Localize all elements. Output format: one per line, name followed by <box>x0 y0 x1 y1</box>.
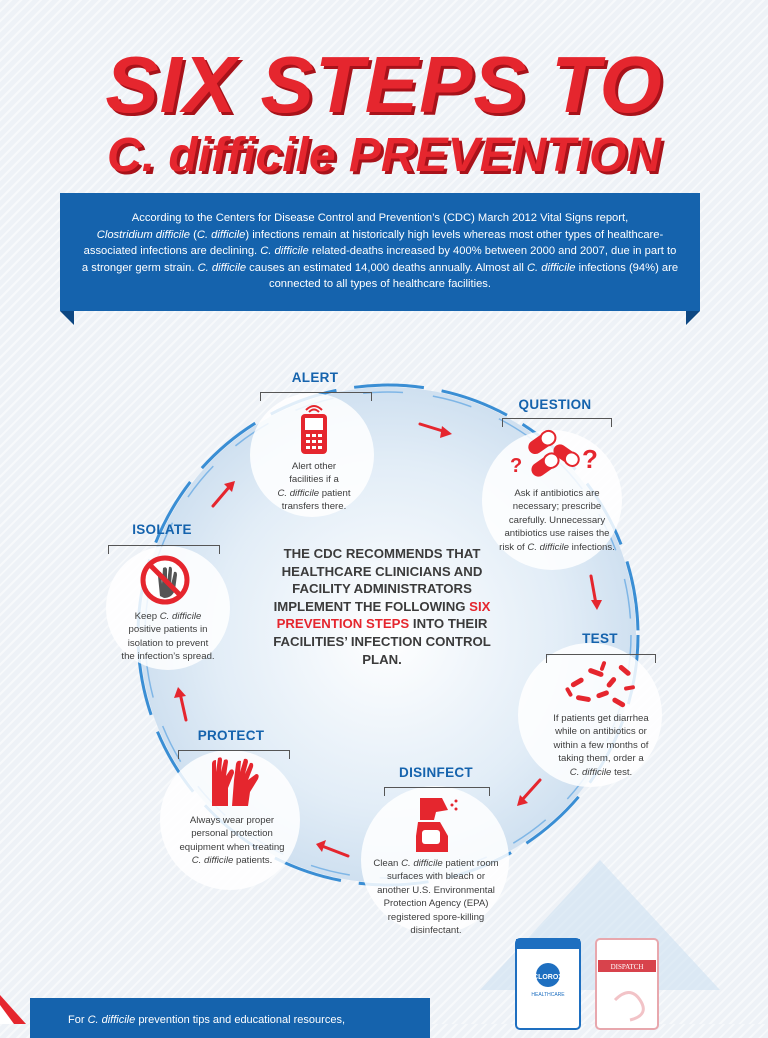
desc-text: personal protection <box>191 828 273 840</box>
intro-text: causes an estimated 14,000 deaths annually. Almost all <box>249 261 524 274</box>
svg-text:?: ? <box>510 455 523 477</box>
desc-text: antibiotics use raises the <box>504 528 610 540</box>
desc-text: disinfectant. <box>410 925 462 937</box>
desc-text: carefully. Unnecessary <box>508 514 606 526</box>
step-label-test: TEST <box>582 631 618 646</box>
step-desc-alert <box>250 460 378 514</box>
desc-text: transfers there. <box>281 501 347 513</box>
step-label-isolate: ISOLATE <box>132 522 192 537</box>
desc-text: If patients get diarrhea <box>553 713 649 724</box>
footer-banner <box>30 998 430 1038</box>
bracket-test <box>546 654 656 663</box>
step-label-disinfect: DISINFECT <box>399 765 473 780</box>
title-prevention: PREVENTION <box>348 129 661 182</box>
desc-text: Ask if antibiotics are <box>514 488 600 499</box>
intro-italic: C. difficile <box>526 261 576 274</box>
desc-text: within a few months of <box>553 739 649 751</box>
bracket-isolate <box>108 545 220 554</box>
product-brand-left: CLOROX <box>533 974 563 981</box>
intro-banner <box>60 193 700 311</box>
footer-text: prevention tips and educational resources, <box>138 1014 345 1026</box>
desc-italic: C. difficile <box>159 611 202 622</box>
step-desc-question <box>484 487 630 554</box>
desc-italic: C. difficile <box>527 541 569 553</box>
step-desc-isolate <box>100 610 236 664</box>
desc-text: necessary; prescribe <box>512 501 602 513</box>
bracket-alert <box>260 392 372 401</box>
desc-text: patient <box>321 487 351 499</box>
step-desc-disinfect <box>358 857 514 937</box>
intro-italic: Clostridium difficile <box>96 228 191 241</box>
center-message <box>262 545 502 668</box>
desc-text: risk of <box>499 541 525 553</box>
desc-text: infections. <box>571 541 615 553</box>
desc-text: Protection Agency (EPA) <box>383 898 489 910</box>
intro-text: ) infections remain at historically high levels whereas most other types of healthcare-associated infections are declining. <box>83 228 664 258</box>
desc-text: another U.S. Environmental <box>377 884 495 896</box>
desc-text: equipment when treating <box>179 841 285 853</box>
intro-italic: C. difficile <box>260 245 309 258</box>
bracket-question <box>502 418 612 427</box>
intro-text: related-deaths increased by 400% between 2000 and 2007, due in part to a stronger germ strain. <box>81 245 677 274</box>
footer-italic: C. difficile <box>87 1014 136 1026</box>
product-packages <box>480 860 720 1029</box>
intro-text: infections (94%) are connected to all types of healthcare facilities. <box>268 261 679 291</box>
desc-text: taking them, order a <box>558 753 644 765</box>
desc-text: Keep <box>134 611 158 622</box>
product-brand-right: DISPATCH <box>610 963 644 971</box>
desc-text: registered spore-killing <box>387 911 485 923</box>
step-label-protect: PROTECT <box>197 728 265 743</box>
desc-text: the infection’s spread. <box>121 651 215 663</box>
desc-text: Alert other <box>291 461 337 472</box>
bracket-disinfect <box>384 787 490 796</box>
center-highlight: SIX PREVENTION STEPS <box>276 598 491 632</box>
desc-text: positive patients in <box>128 624 208 636</box>
title-line-1: SIX STEPS TO <box>105 40 663 129</box>
center-text-a: THE CDC RECOMMENDS THAT HEALTHCARE CLINICIANS AND FACILITY ADMINISTRATORS IMPLEMENT THE FOLLOWING <box>273 546 483 614</box>
desc-italic: C. difficile <box>191 855 234 867</box>
footer-text: For <box>68 1014 85 1026</box>
step-desc-test <box>526 712 676 779</box>
intro-italic: C. difficile <box>197 261 247 274</box>
step-label-question: QUESTION <box>518 397 592 412</box>
step-label-alert: ALERT <box>291 370 339 385</box>
title-species: C. difficile <box>107 129 336 182</box>
desc-italic: C. difficile <box>277 487 320 499</box>
desc-text: while on antibiotics or <box>555 726 647 738</box>
svg-text:?: ? <box>582 444 598 474</box>
intro-italic: C. difficile <box>196 228 246 241</box>
desc-text: Always wear proper <box>189 815 275 826</box>
desc-italic: C. difficile <box>569 766 612 778</box>
intro-text: According to the Centers for Disease Control and Prevention’s (CDC) March 2012 Vital Signs report, <box>131 212 629 224</box>
title-line-2 <box>0 128 768 184</box>
step-desc-protect <box>160 814 304 868</box>
product-sub-left: HEALTHCARE <box>531 992 565 998</box>
desc-text: surfaces with bleach or <box>386 871 486 883</box>
intro-text: ( <box>193 228 197 241</box>
desc-text: patient room <box>445 858 499 869</box>
desc-text: patients. <box>235 855 273 867</box>
desc-text: facilities if a <box>289 474 339 486</box>
desc-text: isolation to prevent <box>127 637 209 649</box>
bracket-protect <box>178 750 290 759</box>
desc-text: test. <box>614 766 633 778</box>
stop-hand-icon <box>143 558 187 602</box>
desc-italic: C. difficile <box>401 858 443 869</box>
desc-text: Clean <box>373 858 399 869</box>
center-text-b: INTO THEIR FACILITIES’ INFECTION CONTROL PLAN. <box>273 616 491 667</box>
